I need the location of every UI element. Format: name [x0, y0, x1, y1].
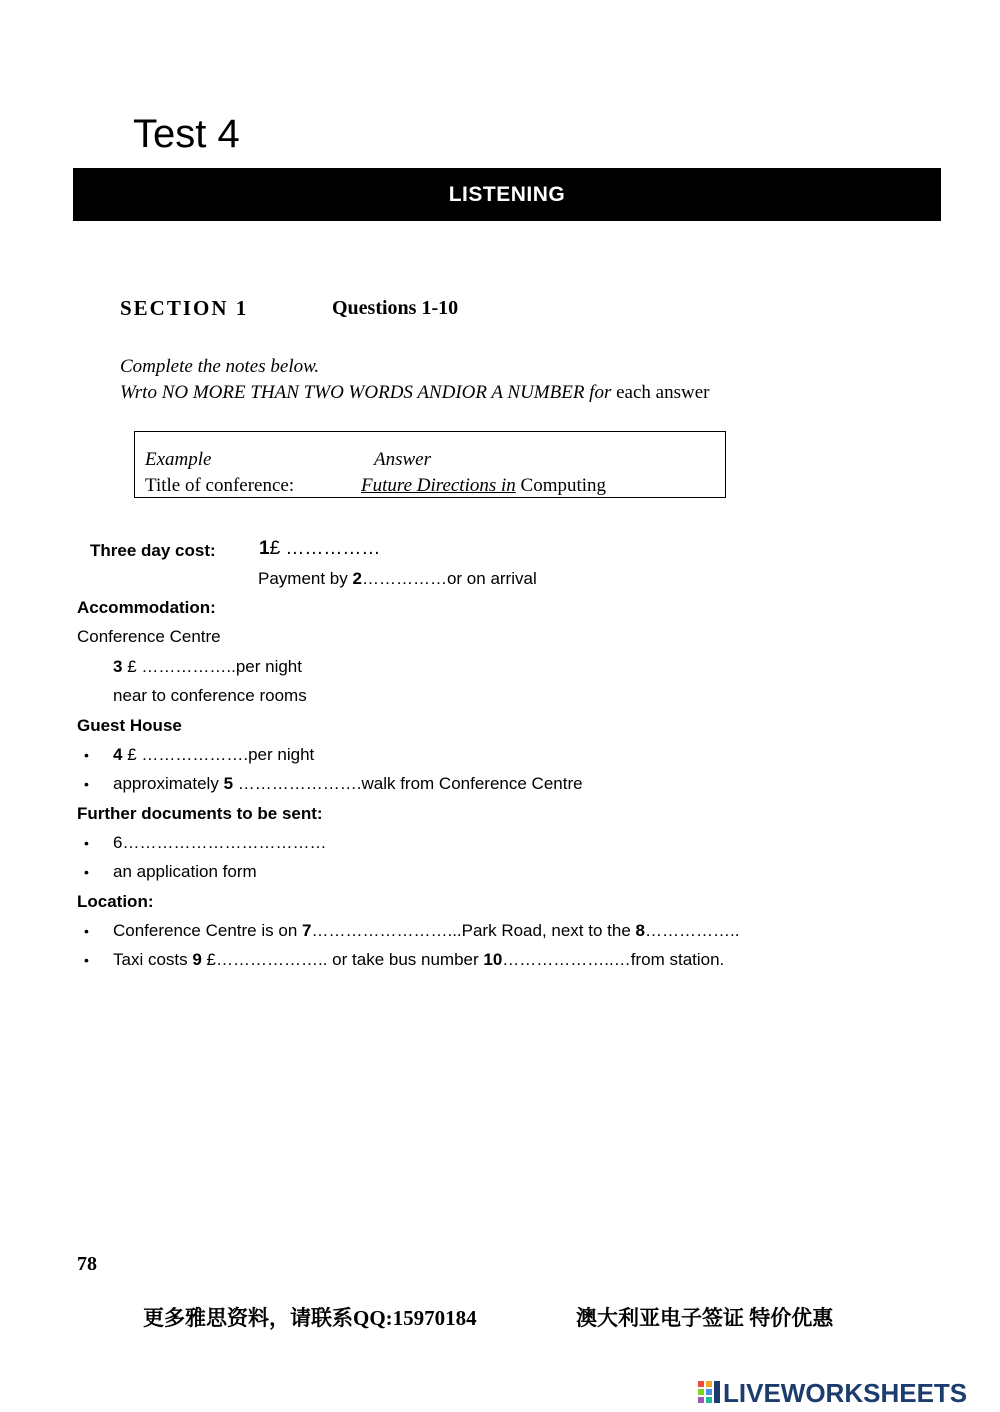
q2-line	[258, 569, 537, 589]
bullet-icon: •	[84, 776, 89, 792]
example-label: Example	[145, 449, 212, 470]
example-answer	[361, 475, 606, 497]
q3-line	[113, 657, 302, 677]
accommodation-heading: Accommodation:	[77, 598, 216, 617]
q9-blank[interactable]: £……………….. or take bus number	[201, 950, 484, 969]
q4-blank[interactable]: £ ……………….per night	[122, 745, 315, 764]
q8-number: 8	[635, 921, 645, 940]
q3-number: 3	[113, 657, 123, 676]
three-day-cost-label: Three day cost:	[90, 541, 216, 560]
q5-blank[interactable]: ………………….walk from Conference Centre	[233, 774, 583, 793]
loc1-prefix: Conference Centre is on	[113, 921, 302, 940]
q5-line	[113, 774, 583, 794]
payment-prefix: Payment by	[258, 569, 353, 588]
instruction-italic: Wrto NO MORE THAN TWO WORDS ANDIOR A NUMBER for	[120, 382, 612, 403]
loc2-prefix: Taxi costs	[113, 950, 193, 969]
q2-blank[interactable]: ……………or on arrival	[361, 569, 537, 588]
q6-blank[interactable]: 6………………………………	[113, 833, 327, 852]
q7-q8-line	[113, 921, 739, 941]
q1-line	[259, 538, 380, 560]
location-heading: Location:	[77, 892, 154, 911]
page-number: 78	[77, 1253, 97, 1275]
q10-number: 10	[483, 950, 503, 969]
q9-number: 9	[192, 950, 202, 969]
example-box	[134, 431, 726, 498]
further-docs-heading: Further documents to be sent:	[77, 804, 323, 823]
liveworksheets-brand: LIVEWORKSHEETS	[723, 1378, 968, 1408]
q9-q10-line	[113, 950, 724, 970]
bullet-icon: •	[84, 747, 89, 763]
approx-prefix: approximately	[113, 774, 224, 793]
q7-blank[interactable]: ……………………...Park Road, next to the	[311, 921, 636, 940]
listening-label: LISTENING	[448, 183, 566, 206]
answer-label: Answer	[374, 449, 431, 470]
q2-number: 2	[352, 569, 362, 588]
q4-number: 4	[113, 745, 123, 764]
q10-blank[interactable]: ………………..…from station.	[502, 950, 725, 969]
q1-number: 1	[259, 538, 270, 559]
near-rooms-text: near to conference rooms	[113, 686, 307, 705]
conference-centre-label: Conference Centre	[77, 627, 221, 646]
promo-contact-text: 更多雅思资料，请联系QQ:15970184	[143, 1306, 477, 1330]
bullet-icon: •	[84, 952, 89, 968]
example-title-label: Title of conference:	[145, 475, 295, 496]
listening-band	[73, 168, 941, 221]
q7-number: 7	[302, 921, 312, 940]
example-answer-underlined: Future Directions in	[361, 475, 516, 496]
q3-blank[interactable]: £ ……………..per night	[122, 657, 302, 676]
bullet-icon: •	[84, 864, 89, 880]
questions-range: Questions 1-10	[332, 297, 459, 319]
test-title: Test 4	[133, 112, 240, 156]
instruction-plain: each answer	[611, 382, 710, 403]
application-form-text: an application form	[113, 862, 257, 881]
q5-number: 5	[223, 774, 234, 793]
q4-line	[113, 745, 314, 765]
instruction-line-1: Complete the notes below.	[120, 356, 320, 377]
q8-blank[interactable]: ……………..	[644, 921, 740, 940]
promo-visa-text: 澳大利亚电子签证 特价优惠	[576, 1306, 834, 1330]
q1-blank[interactable]: £ ……………	[269, 538, 381, 559]
instruction-line-2	[120, 382, 709, 404]
section-label: SECTION 1	[120, 296, 249, 320]
liveworksheets-icon	[697, 1380, 721, 1406]
bullet-icon: •	[84, 835, 89, 851]
example-answer-rest: Computing	[515, 475, 607, 496]
bullet-icon: •	[84, 923, 89, 939]
guest-house-heading: Guest House	[77, 716, 182, 735]
